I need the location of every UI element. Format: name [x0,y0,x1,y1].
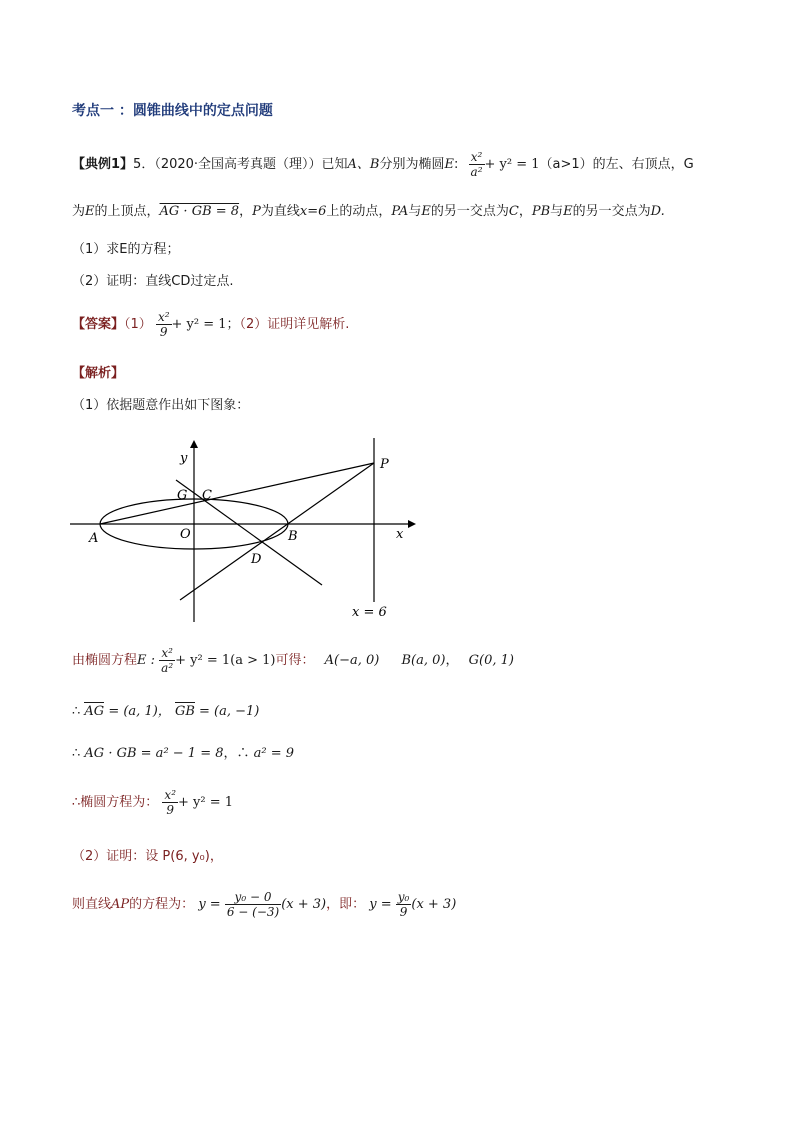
line-pb: PB [531,204,551,219]
text: 与 [550,204,564,219]
ellipse-name: E [563,204,573,219]
vector-gb-value: = (a, −1) [194,704,260,719]
label-g: G [177,488,188,503]
dot-product-condition: AG · GB = 8 [159,204,240,219]
example-source: 5．（2020·全国高考真题（理））已知 [133,157,348,172]
frac-den: a² [161,661,174,675]
point-c: C [508,204,519,219]
step4-fraction [162,788,178,817]
step1-tail: 可得： [275,653,315,668]
ellipse-name: E [421,204,431,219]
vector-ag: AG [84,704,105,719]
question-2: （2）证明：直线CD过定点. [72,274,234,289]
ellipse-diagram [60,430,420,630]
analysis-tag: 【解析】 [72,366,125,381]
label-x: x [396,527,404,542]
ellipse-condition: （a>1）的左、右顶点，G [539,157,694,172]
text: 的另一交点为 [572,204,651,219]
frac-den: 9 [396,904,412,919]
frac-num: x² [157,310,170,324]
line-ap [100,463,374,524]
a-squared-result: a² = 9 [253,746,295,761]
point-a-coords: A(−a, 0) [324,653,380,668]
frac-den: a² [470,165,483,179]
line-x6: x=6 [299,204,327,219]
x-plus-3: (x + 3) [281,897,327,912]
vector-ag-value: = (a, 1)， [104,704,171,719]
answer-line [72,310,349,339]
y-equals: y = [198,897,221,912]
label-a: A [89,531,99,546]
y-equals: y = [369,897,392,912]
frac-num: x² [161,646,173,660]
ellipse-name: E [85,204,95,219]
ellipse-eq-rest: + y² = 1 [484,157,540,172]
answer-eq: + y² = 1； [171,317,240,332]
step-4 [72,788,233,817]
frac-num: x² [164,788,176,802]
colon: : [454,157,459,172]
simplified-fraction [396,890,412,919]
label-line-x6: x = 6 [352,605,387,620]
text: 为 [72,204,86,219]
y-axis-arrow [190,440,198,448]
ellipse-name: E : [137,653,156,668]
step-1: 由椭圆方程E : $\frac{\text{x²}}{\text{a²}}$ + y² = 1(a > 1)可得： A(−a, 0) B(a, 0)， G(0, 1) [72,646,514,675]
line-ap-label: AP [111,897,130,912]
ellipse-fraction [469,150,485,179]
point-b-coords: B(a, 0) [401,653,446,668]
label-c: C [202,488,212,503]
step-5 [72,890,456,919]
line-cd [176,480,322,585]
part1-intro: （1）依据题意作出如下图象： [72,398,250,413]
answer-tag: 【答案】 [72,317,125,332]
point-g-coords: G(0, 1) [468,653,514,668]
frac-den: 9 [162,802,178,817]
text: 为直线 [260,204,300,219]
text: 的另一交点为 [430,204,509,219]
label-b: B [288,529,298,544]
example-tag: 【典例1】 [72,157,134,172]
answer-fraction [156,310,172,339]
ellipse-name: E [444,157,455,172]
frac-num: y₀ [397,890,410,904]
step-2 [72,700,259,719]
label-y: y [180,451,188,466]
example-line-2 [72,200,665,219]
frac-den: 9 [156,324,172,339]
points-ab: A、B [347,157,380,172]
section-heading: 考点一 ：圆锥曲线中的定点问题 [72,103,273,119]
frac-num: x² [470,150,483,164]
point-d: D. [650,204,665,219]
step5-mid2: ，即： [326,897,366,912]
text: 的上顶点， [94,204,160,219]
question-1: （1）求E的方程； [72,242,180,257]
answer-part2: （2）证明详见解析. [239,317,350,332]
therefore-symbol: ∴ [72,704,81,719]
x-plus-3: (x + 3) [411,897,457,912]
label-p: P [380,457,389,472]
point-p: P [252,204,261,219]
line-bp [180,463,374,600]
dot-product-result: AG · GB = a² − 1 = 8 [84,746,224,761]
example-text: 分别为椭圆 [379,157,445,172]
therefore-symbol: ，∴ [223,746,250,761]
example-line-1 [72,150,694,179]
answer-part1: （1） [124,317,152,332]
step5-mid: 的方程为： [129,897,195,912]
text: 上的动点， [326,204,392,219]
step4-lead: ∴椭圆方程为： [72,795,159,810]
x-axis-arrow [408,520,416,528]
step1-fraction [159,646,175,675]
vector-gb: GB [174,704,195,719]
step1-eq: + y² = 1(a > 1) [175,653,276,668]
therefore-symbol: ∴ [72,746,81,761]
label-o: O [180,527,191,542]
step5-lead: 则直线 [72,897,112,912]
text: ， [518,204,532,219]
label-d: D [251,552,262,567]
step4-eq: + y² = 1 [178,795,234,810]
step-3 [72,742,294,761]
line-pa: PA [391,204,409,219]
frac-num: y₀ − 0 [234,890,272,904]
frac-den: 6 − (−3) [226,905,280,919]
text: 与 [408,204,422,219]
part-2: （2）证明：设 P(6, y₀)， [72,849,223,864]
step1-lead: 由椭圆方程 [72,653,138,668]
text: ， [239,204,253,219]
slope-fraction [225,890,281,919]
